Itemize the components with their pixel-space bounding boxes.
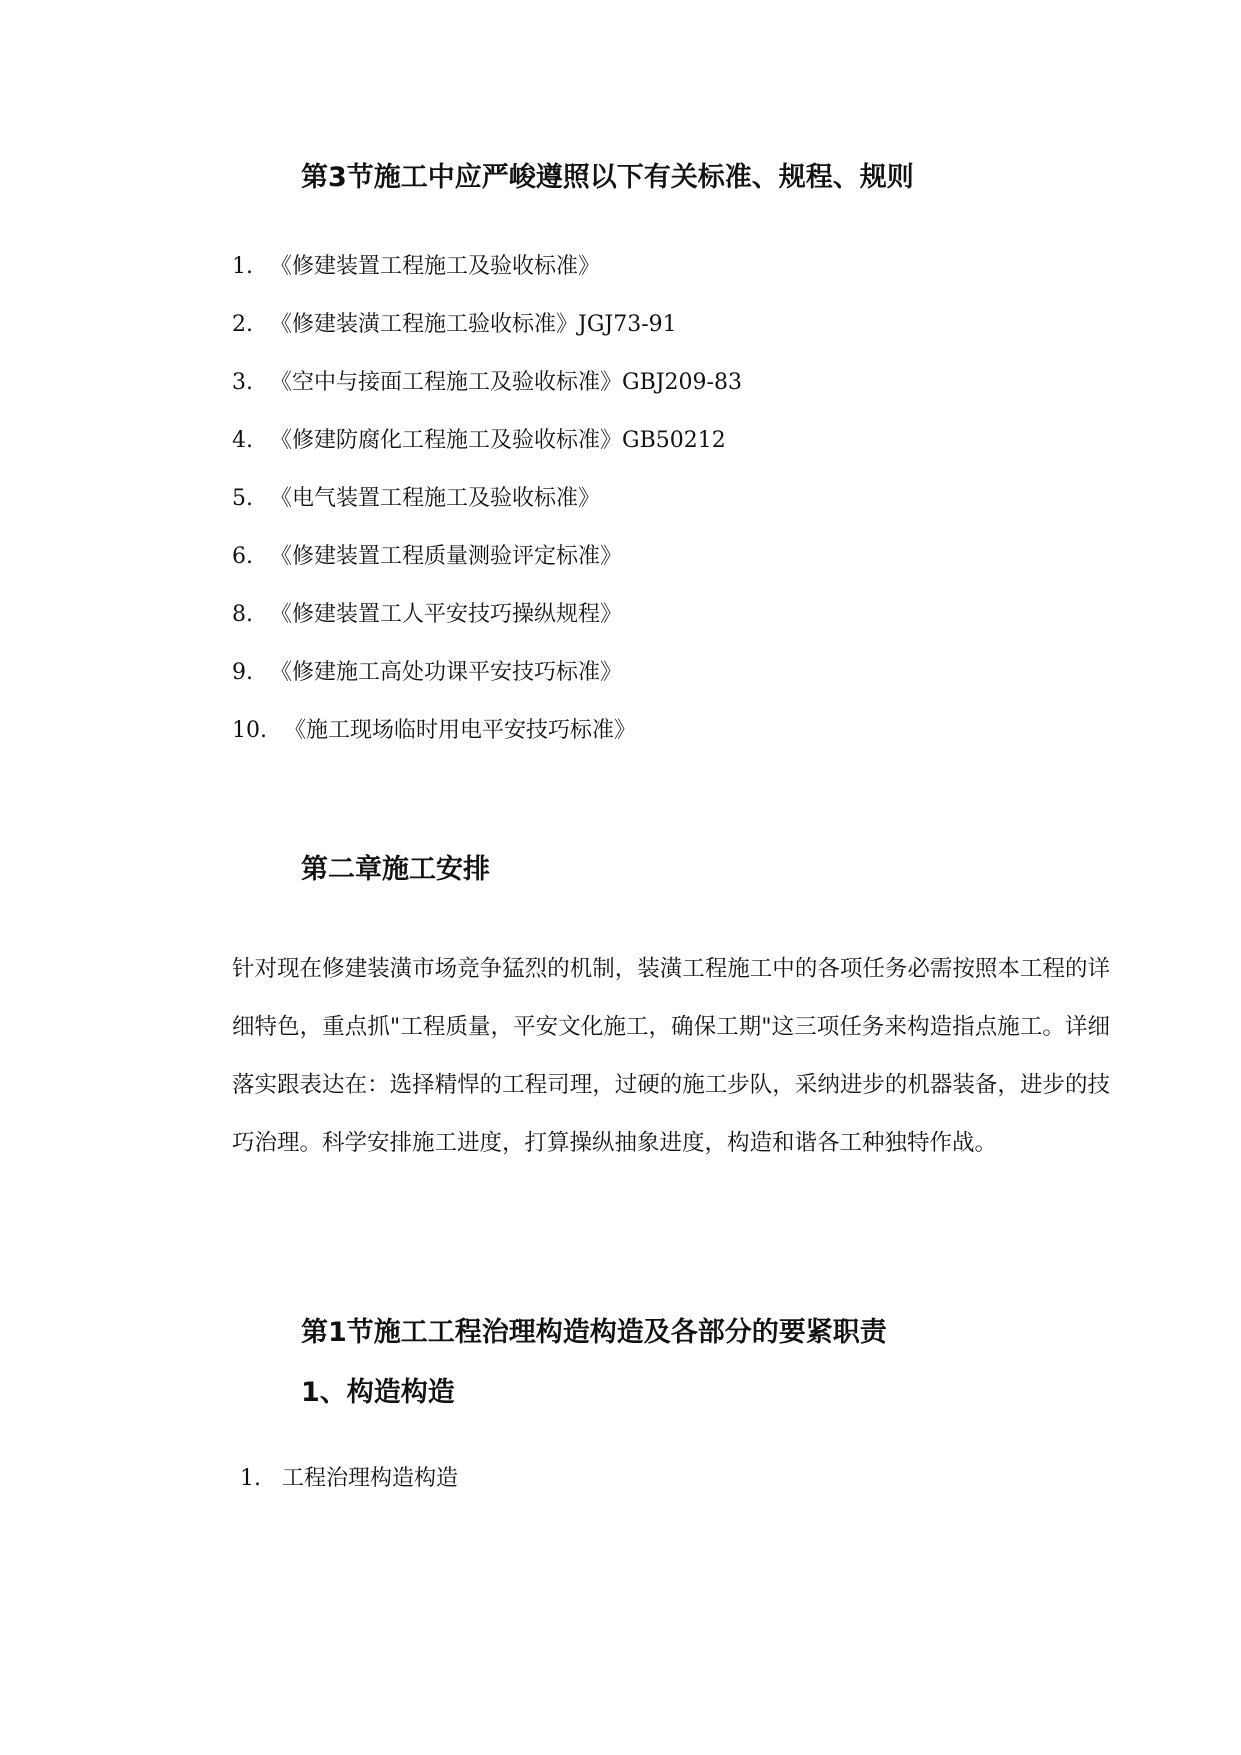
section1-subtitle: 1、构造构造 bbox=[301, 1377, 455, 1408]
section3-title: 第3节施工中应严峻遵照以下有关标准、规程、规则 bbox=[301, 162, 914, 193]
list-item-number: 6. bbox=[232, 544, 253, 569]
list-item-text: 工程治理构造构造 bbox=[282, 1466, 459, 1491]
list-item-text: 《电气装置工程施工及验收标准》 bbox=[270, 486, 601, 511]
list-item bbox=[232, 713, 742, 771]
list-item-number: 1. bbox=[232, 254, 253, 279]
chapter2-title: 第二章施工安排 bbox=[301, 854, 490, 885]
list-item-text: 《修建装置工程施工及验收标准》 bbox=[270, 254, 601, 279]
list-item-text: 《修建施工高处功课平安技巧标准》 bbox=[270, 660, 623, 685]
standards-list bbox=[232, 249, 742, 771]
list-item-text: 《修建装置工人平安技巧操纵规程》 bbox=[270, 602, 623, 627]
section1-title: 第1节施工工程治理构造构造及各部分的要紧职责 bbox=[301, 1317, 887, 1348]
list-item-text: 《修建装置工程质量测验评定标准》 bbox=[270, 544, 623, 569]
list-item bbox=[232, 249, 742, 307]
list-item-text: 《空中与接面工程施工及验收标准》GBJ209-83 bbox=[270, 370, 742, 395]
list-item bbox=[232, 481, 742, 539]
list-item bbox=[232, 597, 742, 655]
chapter2-paragraph: 针对现在修建装潢市场竞争猛烈的机制，装潢工程施工中的各项任务必需按照本工程的详细特色，重点抓"工程质量，平安文化施工，确保工期"这三项任务来构造指点施工。详细落实跟表达在：选择精悍的工程司理，过硬的施工步队，采纳进步的机器装备，进步的技巧治理。科学安排施工进度，打算操纵抽象进度，构造和谐各工种独特作战。 bbox=[232, 956, 1110, 1156]
list-item-number: 5. bbox=[232, 486, 253, 511]
list-item-number: 4. bbox=[232, 428, 253, 453]
list-item bbox=[232, 423, 742, 481]
list-item-text: 《施工现场临时用电平安技巧标准》 bbox=[284, 718, 637, 743]
list-item bbox=[232, 307, 742, 365]
list-item-number: 10. bbox=[232, 718, 267, 743]
list-item-number: 1. bbox=[240, 1466, 261, 1491]
list-item bbox=[240, 1461, 458, 1497]
list-item-number: 8. bbox=[232, 602, 253, 627]
list-item-text: 《修建防腐化工程施工及验收标准》GB50212 bbox=[270, 428, 726, 453]
list-item-number: 3. bbox=[232, 370, 253, 395]
list-item-text: 《修建装潢工程施工验收标准》JGJ73-91 bbox=[270, 312, 677, 337]
list-item-number: 9. bbox=[232, 660, 253, 685]
list-item bbox=[232, 655, 742, 713]
list-item bbox=[232, 539, 742, 597]
list-item bbox=[232, 365, 742, 423]
list-item-number: 2. bbox=[232, 312, 253, 337]
